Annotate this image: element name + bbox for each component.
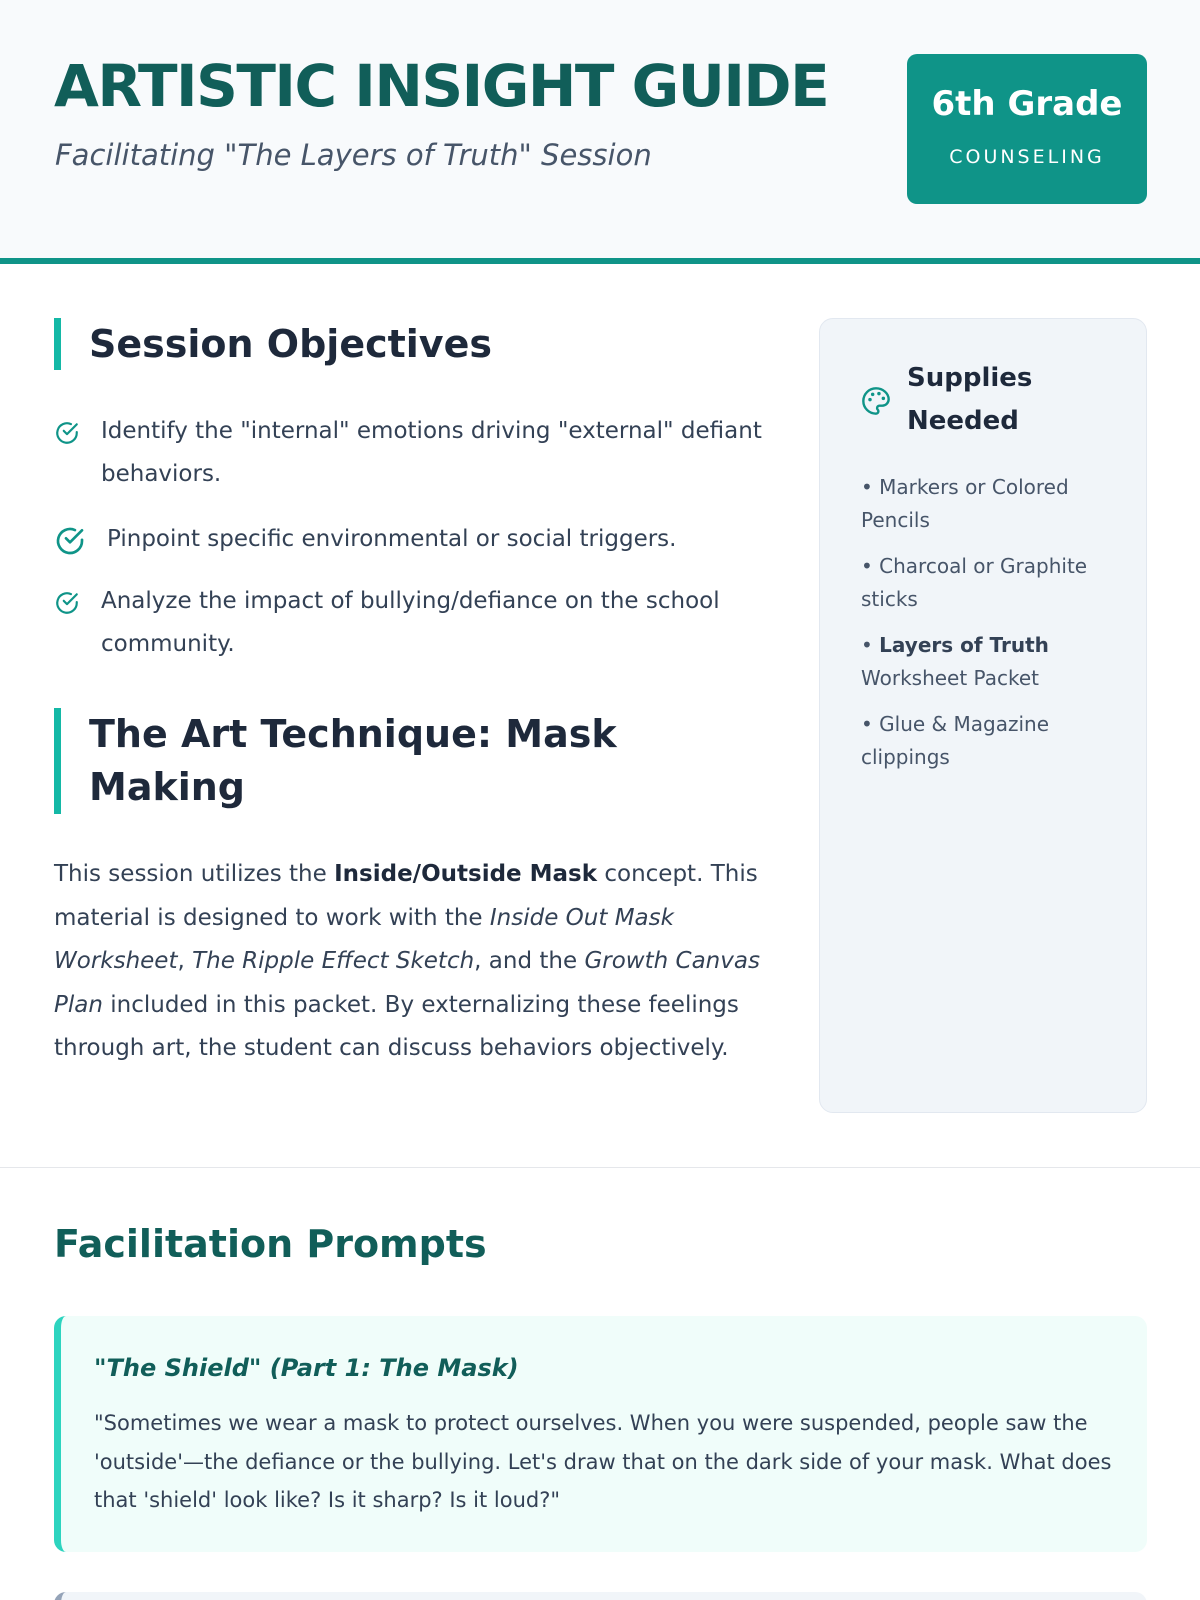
page-subtitle: Facilitating "The Layers of Truth" Session xyxy=(55,138,652,172)
supply-item: • Glue & Magazine clippings xyxy=(861,712,1049,769)
technique-paragraph: This session utilizes the Inside/Outside Mask concept. This material is designed to work with the Inside Out Mask Worksheet, The Ripple Effect Sketch, and the Growth Canvas Plan included in this packet. By externalizing these feelings through art, the student can discuss behaviors objectively. xyxy=(54,861,760,1061)
objective-text: Identify the "internal" emotions driving "external" defiant behaviors. xyxy=(101,418,762,487)
check-circle-icon xyxy=(54,525,86,557)
objectives-heading: Session Objectives xyxy=(54,318,492,370)
prompt-text: "Sometimes we wear a mask to protect ourselves. When you were suspended, people saw the 'outside'—the defiance or the bullying. Let's draw that on the dark side of your mask. What does that 'shield' look like? Is it sharp? Is it loud?" xyxy=(94,1411,1112,1512)
supplies-list xyxy=(861,471,1121,787)
prompt-card-next xyxy=(54,1592,1147,1600)
supplies-panel xyxy=(819,318,1147,1113)
page-title: ARTISTIC INSIGHT GUIDE xyxy=(54,52,829,120)
objective-text: Analyze the impact of bullying/defiance on the school community. xyxy=(101,588,720,657)
objective-text: Pinpoint specific environmental or social triggers. xyxy=(107,526,677,552)
worksheet-name: Inside Out Mask Worksheet xyxy=(54,904,674,974)
document-header xyxy=(0,0,1200,264)
section-divider xyxy=(0,1167,1200,1168)
check-circle-icon xyxy=(54,590,80,616)
prompt-title: "The Shield" (Part 1: The Mask) xyxy=(94,1354,519,1382)
supply-item: • Charcoal or Graphite sticks xyxy=(861,554,1088,611)
sketch-name: The Ripple Effect Sketch xyxy=(192,948,475,974)
supply-item: • Markers or Colored Pencils xyxy=(861,475,1069,532)
canvas-plan-name: Growth Canvas Plan xyxy=(54,948,760,1018)
supplies-heading: Supplies Needed xyxy=(907,363,1033,436)
grade-badge-subtitle: COUNSELING xyxy=(949,146,1105,168)
mask-concept-name: Inside/Outside Mask xyxy=(334,861,598,887)
check-circle-icon xyxy=(54,420,80,446)
supply-item: • Layers of Truth Worksheet Packet xyxy=(861,633,1049,690)
prompts-heading: Facilitation Prompts xyxy=(54,1222,487,1266)
technique-heading: The Art Technique: Mask Making xyxy=(54,708,694,814)
grade-badge xyxy=(907,54,1147,204)
palette-icon xyxy=(860,385,892,417)
grade-badge-title: 6th Grade xyxy=(931,84,1123,124)
prompt-card xyxy=(54,1316,1147,1552)
